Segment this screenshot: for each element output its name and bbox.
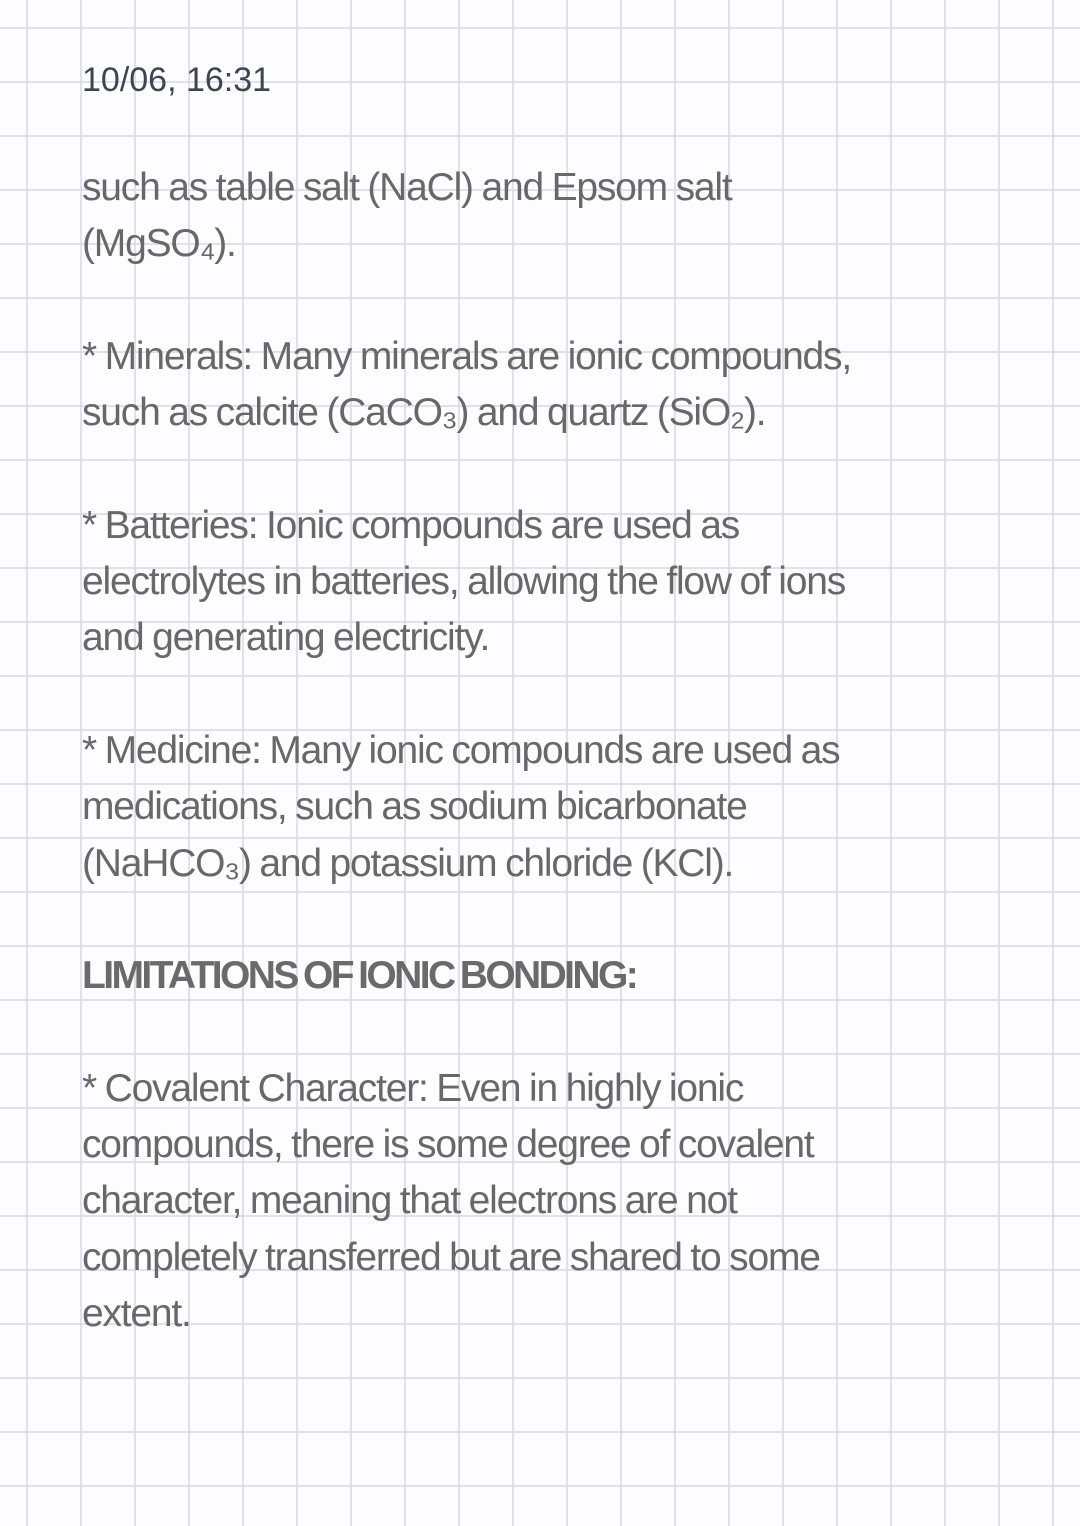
text-line: character, meaning that electrons are not	[82, 1179, 737, 1223]
note-body[interactable]	[82, 160, 1012, 1399]
text-line: medications, such as sodium bicarbonate	[82, 785, 747, 829]
paragraph-covalent-character	[82, 1061, 1012, 1342]
note-timestamp: 10/06, 16:31	[82, 61, 272, 99]
section-heading-limitations: LIMITATIONS OF IONIC BONDING:	[82, 954, 637, 998]
text-line: * Minerals: Many minerals are ionic compounds,	[82, 334, 851, 378]
paragraph-medicine	[82, 723, 1012, 892]
text-line: (MgSO₄).	[82, 222, 236, 266]
paragraph-batteries	[82, 498, 1012, 667]
text-line: * Medicine: Many ionic compounds are used as	[82, 728, 840, 772]
text-line: such as calcite (CaCO₃) and quartz (SiO₂).	[82, 391, 766, 435]
paragraph-minerals	[82, 329, 1012, 442]
text-line: (NaHCO₃) and potassium chloride (KCl).	[82, 841, 734, 885]
text-line: * Covalent Character: Even in highly ionic	[82, 1066, 744, 1110]
text-line: * Batteries: Ionic compounds are used as	[82, 503, 740, 547]
paragraph-salts	[82, 160, 1012, 273]
text-line: electrolytes in batteries, allowing the flow of ions	[82, 560, 846, 604]
text-line: extent.	[82, 1291, 191, 1335]
text-line: compounds, there is some degree of covalent	[82, 1123, 814, 1167]
text-line: such as table salt (NaCl) and Epsom salt	[82, 166, 732, 209]
text-line: completely transferred but are shared to some	[82, 1235, 820, 1279]
text-line: and generating electricity.	[82, 616, 490, 660]
